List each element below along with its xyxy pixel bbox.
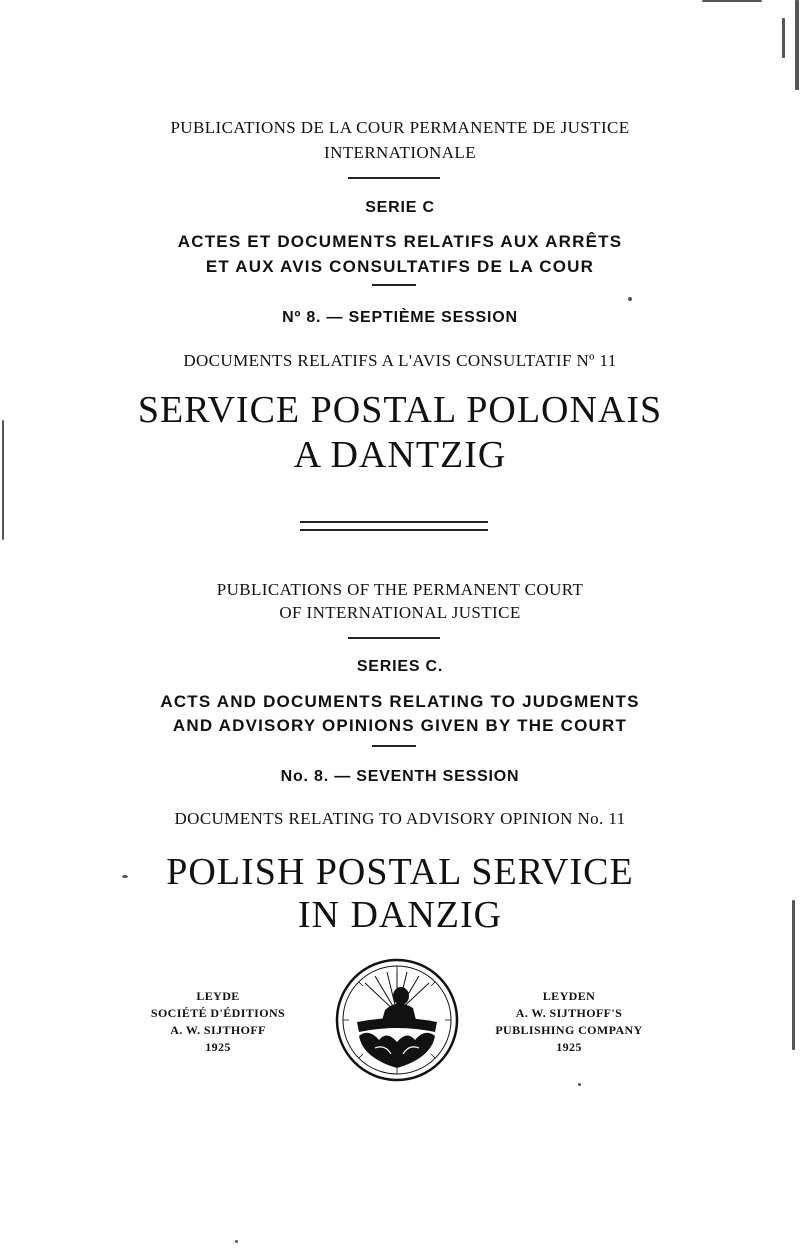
english-documents-line: DOCUMENTS RELATING TO ADVISORY OPINION No. 11: [174, 809, 626, 828]
french-publisher-line1: PUBLICATIONS DE LA COUR PERMANENTE DE JUSTICE: [170, 118, 630, 137]
french-publisher-line2: INTERNATIONALE: [324, 143, 476, 162]
french-title-line1: SERVICE POSTAL POLONAIS: [137, 389, 663, 431]
imprint-left-city: LEYDE: [196, 989, 240, 1003]
divider-rule: [348, 177, 440, 179]
scan-mark: [122, 875, 128, 878]
imprint-right: [474, 988, 664, 1056]
french-number-session: Nº 8. — SEPTIÈME SESSION: [282, 309, 518, 326]
scan-mark: [235, 1240, 238, 1243]
scan-mark: [578, 1083, 581, 1086]
court-emblem-icon: [335, 958, 459, 1082]
scan-mark: [792, 900, 795, 1050]
english-title-line1: POLISH POSTAL SERVICE: [166, 851, 634, 893]
imprint-left: [128, 988, 308, 1056]
divider-rule: [348, 637, 440, 639]
section-double-rule: [300, 521, 488, 531]
imprint-right-publisher-line1: A. W. SIJTHOFF'S: [515, 1006, 623, 1020]
english-series: SERIES C.: [356, 658, 444, 675]
imprint-right-year: 1925: [556, 1040, 582, 1054]
english-title-line2: IN DANZIG: [297, 894, 503, 936]
english-number-session: No. 8. — SEVENTH SESSION: [280, 768, 520, 785]
divider-rule: [372, 745, 416, 747]
imprint-left-year: 1925: [205, 1040, 231, 1054]
imprint-right-publisher-line2: PUBLISHING COMPANY: [495, 1023, 643, 1037]
english-publisher-line2: OF INTERNATIONAL JUSTICE: [279, 603, 521, 622]
scan-mark: [628, 297, 632, 301]
french-series-desc-line1: ACTES ET DOCUMENTS RELATIFS AUX ARRÊTS: [177, 232, 623, 251]
french-title-line2: A DANTZIG: [293, 434, 507, 476]
scan-mark: [2, 420, 4, 540]
scan-mark: [795, 0, 799, 90]
scan-mark: [782, 18, 785, 58]
divider-rule: [372, 284, 416, 286]
english-publisher-line1: PUBLICATIONS OF THE PERMANENT COURT: [216, 580, 584, 599]
scan-mark: [702, 0, 762, 2]
french-series: SERIE C: [365, 199, 435, 216]
french-documents-line: DOCUMENTS RELATIFS A L'AVIS CONSULTATIF Nº 11: [183, 351, 617, 370]
english-series-desc-line2: AND ADVISORY OPINIONS GIVEN BY THE COURT: [172, 716, 628, 735]
imprint-right-city: LEYDEN: [542, 989, 596, 1003]
imprint-left-publisher-line2: A. W. SIJTHOFF: [170, 1023, 266, 1037]
french-series-desc-line2: ET AUX AVIS CONSULTATIFS DE LA COUR: [205, 257, 595, 276]
english-series-desc-line1: ACTS AND DOCUMENTS RELATING TO JUDGMENTS: [160, 692, 640, 711]
imprint-left-publisher-line1: SOCIÉTÉ D'ÉDITIONS: [150, 1006, 286, 1020]
